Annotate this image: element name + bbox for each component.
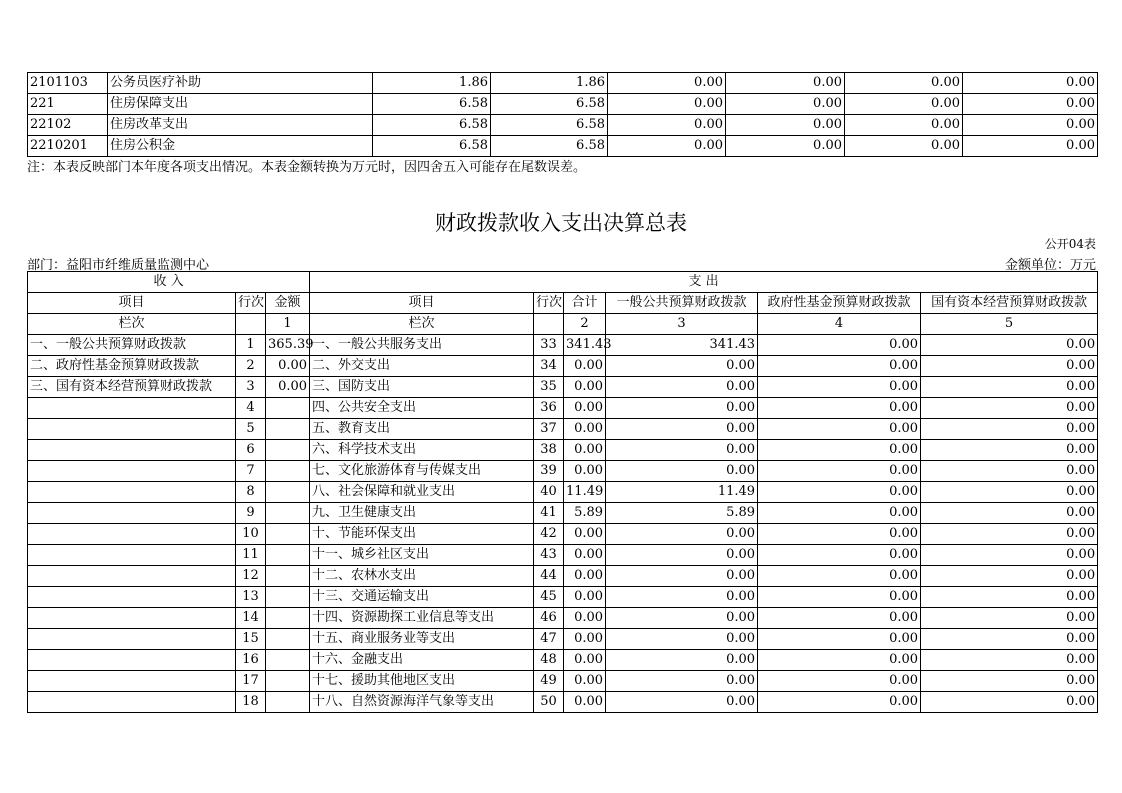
income-item — [28, 671, 236, 692]
income-item: 二、政府性基金预算财政拨款 — [28, 356, 236, 377]
gov-fund-amount: 0.00 — [758, 398, 921, 419]
table-row — [28, 482, 1098, 503]
subject-code: 22102 — [28, 115, 108, 136]
amount-cell: 0.00 — [726, 115, 845, 136]
total-amount: 341.43 — [564, 335, 606, 356]
table-row — [28, 335, 1098, 356]
state-capital-amount: 0.00 — [921, 692, 1098, 713]
total-amount: 0.00 — [564, 692, 606, 713]
gov-fund-amount: 0.00 — [758, 335, 921, 356]
expense-detail-table — [27, 72, 1098, 157]
state-capital-amount: 0.00 — [921, 461, 1098, 482]
expense-row-no: 42 — [534, 524, 564, 545]
empty-cell — [534, 314, 564, 335]
expense-item: 十七、援助其他地区支出 — [310, 671, 534, 692]
income-row-no: 13 — [236, 587, 266, 608]
amount-cell: 0.00 — [726, 73, 845, 94]
income-row-no: 11 — [236, 545, 266, 566]
income-item — [28, 440, 236, 461]
table-row — [28, 692, 1098, 713]
income-amount — [266, 629, 310, 650]
total-amount: 0.00 — [564, 671, 606, 692]
total-amount: 0.00 — [564, 398, 606, 419]
amount-cell: 1.86 — [373, 73, 491, 94]
gov-fund-amount: 0.00 — [758, 692, 921, 713]
income-amount — [266, 587, 310, 608]
general-budget-amount: 0.00 — [606, 461, 758, 482]
expense-row-no: 38 — [534, 440, 564, 461]
gov-fund-amount: 0.00 — [758, 608, 921, 629]
table-row — [28, 629, 1098, 650]
income-amount: 0.00 — [266, 356, 310, 377]
general-budget-amount: 341.43 — [606, 335, 758, 356]
expense-item: 十六、金融支出 — [310, 650, 534, 671]
expense-detail-body — [28, 73, 1098, 157]
expense-item: 五、教育支出 — [310, 419, 534, 440]
expense-header: 支 出 — [310, 272, 1098, 293]
expense-item: 三、国防支出 — [310, 377, 534, 398]
income-item — [28, 461, 236, 482]
table-row — [28, 398, 1098, 419]
table-row — [28, 377, 1098, 398]
general-budget-header: 一般公共预算财政拨款 — [606, 293, 758, 314]
expense-item: 十三、交通运输支出 — [310, 587, 534, 608]
table-row — [28, 566, 1098, 587]
table-row — [28, 440, 1098, 461]
total-amount: 0.00 — [564, 566, 606, 587]
expense-row-no: 34 — [534, 356, 564, 377]
expense-row-no: 44 — [534, 566, 564, 587]
subject-name: 公务员医疗补助 — [108, 73, 373, 94]
expense-item: 八、社会保障和就业支出 — [310, 482, 534, 503]
income-item — [28, 566, 236, 587]
amount-cell: 0.00 — [608, 73, 726, 94]
table-row — [28, 94, 1098, 115]
report-title: 财政拨款收入支出决算总表 — [435, 211, 687, 235]
col-index-2: 2 — [564, 314, 606, 335]
table-row — [28, 608, 1098, 629]
general-budget-amount: 0.00 — [606, 356, 758, 377]
department-label: 部门：益阳市纤维质量监测中心 — [27, 258, 210, 273]
expense-item: 十四、资源勘探工业信息等支出 — [310, 608, 534, 629]
expense-row-no: 40 — [534, 482, 564, 503]
subject-code: 2210201 — [28, 136, 108, 157]
amount-cell: 0.00 — [963, 73, 1098, 94]
income-item — [28, 692, 236, 713]
table-note: 注：本表反映部门本年度各项支出情况。本表金额转换为万元时，因四舍五入可能存在尾数误差。 — [27, 160, 587, 175]
expense-item: 十一、城乡社区支出 — [310, 545, 534, 566]
state-capital-amount: 0.00 — [921, 482, 1098, 503]
subject-name: 住房改革支出 — [108, 115, 373, 136]
income-row-no: 16 — [236, 650, 266, 671]
income-item — [28, 545, 236, 566]
income-amount — [266, 398, 310, 419]
expense-row-no: 48 — [534, 650, 564, 671]
expense-row-no: 50 — [534, 692, 564, 713]
amount-cell: 6.58 — [491, 136, 608, 157]
col-index-5: 5 — [921, 314, 1098, 335]
subject-code: 2101103 — [28, 73, 108, 94]
gov-fund-amount: 0.00 — [758, 650, 921, 671]
income-amount: 365.39 — [266, 335, 310, 356]
amount-cell: 6.58 — [373, 136, 491, 157]
expense-row-no: 46 — [534, 608, 564, 629]
income-amount — [266, 671, 310, 692]
general-budget-amount: 0.00 — [606, 587, 758, 608]
income-amount — [266, 524, 310, 545]
amount-unit-label: 金额单位：万元 — [1004, 258, 1096, 273]
income-row-no: 2 — [236, 356, 266, 377]
general-budget-amount: 0.00 — [606, 398, 758, 419]
gov-fund-amount: 0.00 — [758, 587, 921, 608]
form-code: 公开04表 — [1044, 237, 1096, 251]
table-row — [28, 503, 1098, 524]
general-budget-amount: 0.00 — [606, 545, 758, 566]
expense-item: 十二、农林水支出 — [310, 566, 534, 587]
table-row — [28, 587, 1098, 608]
gov-fund-amount: 0.00 — [758, 377, 921, 398]
income-row-no: 12 — [236, 566, 266, 587]
amount-cell: 6.58 — [373, 115, 491, 136]
amount-cell: 6.58 — [491, 94, 608, 115]
total-amount: 0.00 — [564, 356, 606, 377]
income-row-no: 9 — [236, 503, 266, 524]
total-amount: 0.00 — [564, 440, 606, 461]
expense-item: 四、公共安全支出 — [310, 398, 534, 419]
total-amount: 5.89 — [564, 503, 606, 524]
amount-cell: 0.00 — [845, 73, 963, 94]
amount-cell: 6.58 — [373, 94, 491, 115]
state-capital-header: 国有资本经营预算财政拨款 — [921, 293, 1098, 314]
general-budget-amount: 5.89 — [606, 503, 758, 524]
state-capital-amount: 0.00 — [921, 629, 1098, 650]
income-col-label: 栏次 — [28, 314, 236, 335]
expense-row-no: 45 — [534, 587, 564, 608]
gov-fund-amount: 0.00 — [758, 524, 921, 545]
gov-fund-amount: 0.00 — [758, 356, 921, 377]
general-budget-amount: 0.00 — [606, 566, 758, 587]
income-row-no: 6 — [236, 440, 266, 461]
table-row — [28, 136, 1098, 157]
general-budget-amount: 0.00 — [606, 650, 758, 671]
expense-item: 十八、自然资源海洋气象等支出 — [310, 692, 534, 713]
expense-row-no: 33 — [534, 335, 564, 356]
general-budget-amount: 0.00 — [606, 377, 758, 398]
income-item: 一、一般公共预算财政拨款 — [28, 335, 236, 356]
gov-fund-amount: 0.00 — [758, 482, 921, 503]
income-amount — [266, 482, 310, 503]
income-amount — [266, 419, 310, 440]
income-amount: 0.00 — [266, 377, 310, 398]
income-item — [28, 650, 236, 671]
total-amount: 0.00 — [564, 419, 606, 440]
state-capital-amount: 0.00 — [921, 419, 1098, 440]
income-item — [28, 419, 236, 440]
table-row — [28, 650, 1098, 671]
table-row — [28, 524, 1098, 545]
income-header: 收 入 — [28, 272, 310, 293]
income-item — [28, 629, 236, 650]
subject-name: 住房保障支出 — [108, 94, 373, 115]
income-amount — [266, 440, 310, 461]
total-amount: 0.00 — [564, 587, 606, 608]
income-item-header: 项目 — [28, 293, 236, 314]
state-capital-amount: 0.00 — [921, 587, 1098, 608]
table-row — [28, 419, 1098, 440]
gov-fund-amount: 0.00 — [758, 419, 921, 440]
general-budget-amount: 0.00 — [606, 419, 758, 440]
income-item — [28, 608, 236, 629]
total-header: 合计 — [564, 293, 606, 314]
income-amount — [266, 650, 310, 671]
gov-fund-amount: 0.00 — [758, 545, 921, 566]
income-item — [28, 398, 236, 419]
income-item — [28, 524, 236, 545]
income-row-no: 8 — [236, 482, 266, 503]
state-capital-amount: 0.00 — [921, 566, 1098, 587]
income-row-no: 15 — [236, 629, 266, 650]
gov-fund-amount: 0.00 — [758, 461, 921, 482]
income-amount — [266, 545, 310, 566]
expense-row-no: 37 — [534, 419, 564, 440]
state-capital-amount: 0.00 — [921, 545, 1098, 566]
state-capital-amount: 0.00 — [921, 608, 1098, 629]
total-amount: 0.00 — [564, 377, 606, 398]
table-row — [28, 671, 1098, 692]
state-capital-amount: 0.00 — [921, 650, 1098, 671]
amount-cell: 0.00 — [963, 115, 1098, 136]
state-capital-amount: 0.00 — [921, 335, 1098, 356]
state-capital-amount: 0.00 — [921, 671, 1098, 692]
income-row-no: 1 — [236, 335, 266, 356]
income-item — [28, 482, 236, 503]
amount-cell: 0.00 — [845, 136, 963, 157]
amount-cell: 0.00 — [963, 94, 1098, 115]
income-row-no-header: 行次 — [236, 293, 266, 314]
expense-row-no: 43 — [534, 545, 564, 566]
state-capital-amount: 0.00 — [921, 356, 1098, 377]
expense-item: 一、一般公共服务支出 — [310, 335, 534, 356]
amount-cell: 0.00 — [608, 136, 726, 157]
amount-cell: 0.00 — [726, 136, 845, 157]
state-capital-amount: 0.00 — [921, 524, 1098, 545]
table-body — [28, 335, 1098, 713]
total-amount: 0.00 — [564, 650, 606, 671]
table-header — [28, 272, 1098, 335]
income-row-no: 18 — [236, 692, 266, 713]
gov-fund-amount: 0.00 — [758, 566, 921, 587]
amount-cell: 0.00 — [963, 136, 1098, 157]
total-amount: 11.49 — [564, 482, 606, 503]
table-row — [28, 545, 1098, 566]
income-row-no: 7 — [236, 461, 266, 482]
income-amount-header: 金额 — [266, 293, 310, 314]
gov-fund-amount: 0.00 — [758, 503, 921, 524]
gov-fund-amount: 0.00 — [758, 629, 921, 650]
expense-item-header: 项目 — [310, 293, 534, 314]
gov-fund-amount: 0.00 — [758, 440, 921, 461]
table-row — [28, 356, 1098, 377]
expense-item: 十、节能环保支出 — [310, 524, 534, 545]
amount-cell: 0.00 — [608, 115, 726, 136]
general-budget-amount: 0.00 — [606, 629, 758, 650]
income-row-no: 17 — [236, 671, 266, 692]
amount-cell: 0.00 — [726, 94, 845, 115]
expense-col-label: 栏次 — [310, 314, 534, 335]
total-amount: 0.00 — [564, 545, 606, 566]
total-amount: 0.00 — [564, 461, 606, 482]
gov-fund-amount: 0.00 — [758, 671, 921, 692]
expense-item: 十五、商业服务业等支出 — [310, 629, 534, 650]
expense-item: 九、卫生健康支出 — [310, 503, 534, 524]
total-amount: 0.00 — [564, 629, 606, 650]
amount-cell: 0.00 — [845, 94, 963, 115]
fiscal-summary-table — [27, 271, 1098, 713]
expense-item: 二、外交支出 — [310, 356, 534, 377]
income-row-no: 14 — [236, 608, 266, 629]
expense-row-no: 36 — [534, 398, 564, 419]
col-index-1: 1 — [266, 314, 310, 335]
general-budget-amount: 0.00 — [606, 692, 758, 713]
income-amount — [266, 608, 310, 629]
general-budget-amount: 0.00 — [606, 440, 758, 461]
expense-row-no: 35 — [534, 377, 564, 398]
gov-fund-header: 政府性基金预算财政拨款 — [758, 293, 921, 314]
income-item — [28, 587, 236, 608]
amount-cell: 1.86 — [491, 73, 608, 94]
income-amount — [266, 503, 310, 524]
general-budget-amount: 11.49 — [606, 482, 758, 503]
subject-name: 住房公积金 — [108, 136, 373, 157]
expense-row-no: 39 — [534, 461, 564, 482]
general-budget-amount: 0.00 — [606, 671, 758, 692]
state-capital-amount: 0.00 — [921, 503, 1098, 524]
income-row-no: 10 — [236, 524, 266, 545]
general-budget-amount: 0.00 — [606, 608, 758, 629]
col-index-3: 3 — [606, 314, 758, 335]
state-capital-amount: 0.00 — [921, 377, 1098, 398]
expense-item: 六、科学技术支出 — [310, 440, 534, 461]
col-index-4: 4 — [758, 314, 921, 335]
income-item — [28, 503, 236, 524]
total-amount: 0.00 — [564, 608, 606, 629]
state-capital-amount: 0.00 — [921, 440, 1098, 461]
income-item: 三、国有资本经营预算财政拨款 — [28, 377, 236, 398]
amount-cell: 6.58 — [491, 115, 608, 136]
table-row — [28, 461, 1098, 482]
expense-row-no-header: 行次 — [534, 293, 564, 314]
amount-cell: 0.00 — [845, 115, 963, 136]
empty-cell — [236, 314, 266, 335]
table-row — [28, 73, 1098, 94]
subject-code: 221 — [28, 94, 108, 115]
income-row-no: 5 — [236, 419, 266, 440]
total-amount: 0.00 — [564, 524, 606, 545]
expense-row-no: 47 — [534, 629, 564, 650]
expense-row-no: 49 — [534, 671, 564, 692]
income-amount — [266, 692, 310, 713]
state-capital-amount: 0.00 — [921, 398, 1098, 419]
expense-row-no: 41 — [534, 503, 564, 524]
amount-cell: 0.00 — [608, 94, 726, 115]
income-amount — [266, 461, 310, 482]
table-row — [28, 115, 1098, 136]
general-budget-amount: 0.00 — [606, 524, 758, 545]
income-row-no: 3 — [236, 377, 266, 398]
income-row-no: 4 — [236, 398, 266, 419]
income-amount — [266, 566, 310, 587]
expense-item: 七、文化旅游体育与传媒支出 — [310, 461, 534, 482]
